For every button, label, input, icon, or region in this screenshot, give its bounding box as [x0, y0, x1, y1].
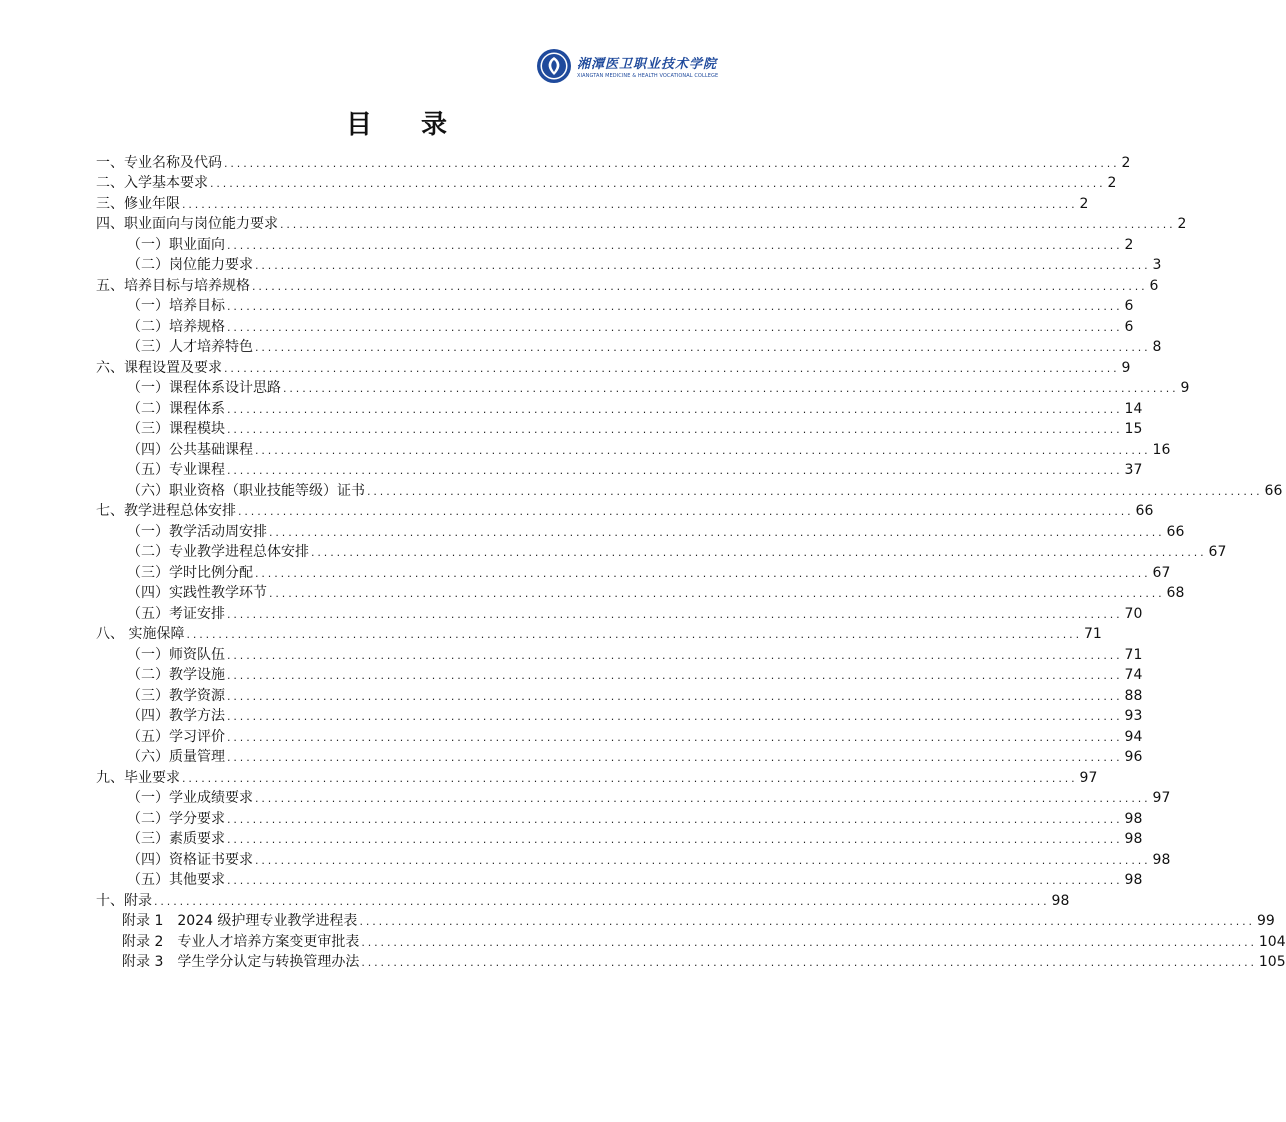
- toc-entry-page: 96: [1124, 749, 1143, 765]
- toc-entry-label: （六）职业资格（职业技能等级）证书: [127, 482, 365, 499]
- toc-entry[interactable]: [96, 151, 1131, 172]
- toc-entry[interactable]: [96, 602, 1143, 623]
- toc-entry-page: 67: [1208, 544, 1227, 560]
- toc-entry-page: 98: [1124, 872, 1143, 888]
- toc-entry[interactable]: [96, 684, 1143, 705]
- toc-entry[interactable]: [96, 541, 1227, 562]
- toc-entry-label: （二）课程体系: [127, 400, 225, 417]
- toc-dot-leader: ............................................................................................................................................: [255, 853, 1151, 867]
- toc-entry-page: 71: [1124, 646, 1143, 663]
- toc-dot-leader: ............................................................................................................................................: [269, 587, 1165, 600]
- toc-entry-page: 70: [1124, 605, 1143, 622]
- logo-chinese-name: 湘潭医卫职业技术学院: [577, 57, 718, 72]
- toc-entry-page: 71: [1083, 626, 1102, 642]
- toc-entry-page: 8: [1152, 339, 1162, 355]
- toc-entry-label: （二）岗位能力要求: [127, 257, 253, 273]
- toc-entry-label: （三）教学资源: [127, 687, 225, 704]
- toc-dot-leader: ............................................................................................................................................: [224, 156, 1120, 170]
- page-title: 目 录: [345, 110, 468, 140]
- table-of-contents: [96, 151, 1286, 971]
- toc-dot-leader: ............................................................................................................................................: [255, 341, 1151, 354]
- toc-entry-label: （二）专业教学进程总体安排: [127, 544, 309, 560]
- toc-entry-label: （三）素质要求: [127, 831, 225, 847]
- toc-entry-label: （一）师资队伍: [127, 646, 225, 663]
- toc-dot-leader: ............................................................................................................................................: [227, 423, 1123, 436]
- toc-dot-leader: ............................................................................................................................................: [238, 505, 1134, 518]
- toc-entry-label: （二）学分要求: [127, 810, 225, 827]
- toc-entry-page: 6: [1124, 298, 1134, 314]
- toc-entry-label: （二）培养规格: [127, 318, 225, 335]
- toc-dot-leader: ............................................................................................................................................: [227, 607, 1123, 621]
- toc-entry[interactable]: [96, 951, 1286, 972]
- toc-entry-page: 9: [1180, 380, 1190, 396]
- toc-dot-leader: ............................................................................................................................................: [227, 464, 1123, 477]
- toc-dot-leader: ............................................................................................................................................: [280, 218, 1176, 231]
- toc-entry-label: 八、 实施保障: [96, 626, 185, 642]
- toc-entry[interactable]: [96, 787, 1171, 808]
- toc-entry[interactable]: [96, 172, 1117, 193]
- toc-entry[interactable]: [96, 377, 1190, 398]
- toc-entry[interactable]: [96, 233, 1134, 254]
- toc-dot-leader: ............................................................................................................................................: [227, 300, 1123, 313]
- toc-entry-page: 74: [1124, 667, 1143, 683]
- toc-entry[interactable]: [96, 930, 1286, 951]
- toc-entry[interactable]: [96, 869, 1143, 890]
- toc-entry-page: 88: [1124, 687, 1143, 704]
- toc-entry-label: （三）人才培养特色: [127, 339, 253, 355]
- toc-entry-page: 104: [1258, 933, 1286, 950]
- toc-entry-label: （一）教学活动周安排: [127, 523, 267, 540]
- toc-entry-page: 94: [1124, 728, 1143, 745]
- toc-dot-leader: ............................................................................................................................................: [210, 177, 1106, 190]
- toc-dot-leader: ............................................................................................................................................: [255, 443, 1151, 457]
- toc-dot-leader: ............................................................................................................................................: [227, 874, 1123, 887]
- toc-dot-leader: ............................................................................................................................................: [227, 238, 1123, 252]
- toc-entry-label: （三）学时比例分配: [127, 564, 253, 581]
- toc-entry-page: 16: [1152, 441, 1171, 458]
- toc-entry[interactable]: [96, 766, 1098, 787]
- toc-entry-label: （三）课程模块: [127, 421, 225, 437]
- toc-entry-label: （五）学习评价: [127, 728, 225, 745]
- toc-entry-label: 六、课程设置及要求: [96, 359, 222, 376]
- toc-entry-label: 附录 3 学生学分认定与转换管理办法: [122, 954, 360, 970]
- toc-entry[interactable]: [96, 889, 1070, 910]
- toc-dot-leader: ............................................................................................................................................: [269, 525, 1165, 539]
- toc-entry-page: 98: [1124, 810, 1143, 827]
- toc-entry-label: （五）其他要求: [127, 872, 225, 888]
- toc-entry-page: 68: [1166, 585, 1185, 601]
- toc-entry-label: （一）学业成绩要求: [127, 790, 253, 806]
- toc-entry-page: 2: [1124, 236, 1134, 253]
- toc-entry[interactable]: [96, 746, 1143, 767]
- toc-entry[interactable]: [96, 500, 1154, 521]
- toc-entry[interactable]: [96, 336, 1162, 357]
- toc-dot-leader: ............................................................................................................................................: [361, 935, 1257, 949]
- toc-entry-label: （五）专业课程: [127, 462, 225, 478]
- toc-dot-leader: ............................................................................................................................................: [227, 648, 1123, 662]
- toc-entry[interactable]: [96, 254, 1162, 275]
- toc-entry[interactable]: [96, 828, 1143, 849]
- toc-dot-leader: ............................................................................................................................................: [182, 771, 1078, 785]
- toc-dot-leader: ............................................................................................................................................: [227, 669, 1123, 682]
- toc-dot-leader: ............................................................................................................................................: [186, 628, 1082, 641]
- toc-entry-page: 37: [1124, 462, 1143, 478]
- toc-entry-page: 9: [1121, 359, 1131, 376]
- toc-dot-leader: ............................................................................................................................................: [255, 566, 1151, 580]
- toc-dot-leader: ............................................................................................................................................: [224, 361, 1120, 375]
- toc-entry[interactable]: [96, 520, 1185, 541]
- toc-entry-page: 66: [1264, 482, 1283, 499]
- toc-entry-label: （一）职业面向: [127, 236, 225, 253]
- toc-dot-leader: ............................................................................................................................................: [367, 484, 1263, 498]
- toc-entry[interactable]: [96, 356, 1131, 377]
- toc-entry-page: 2: [1177, 216, 1187, 232]
- toc-entry-label: 附录 2 专业人才培养方案变更审批表: [122, 933, 360, 950]
- toc-entry[interactable]: [96, 807, 1143, 828]
- toc-entry[interactable]: [96, 418, 1143, 439]
- toc-dot-leader: ............................................................................................................................................: [227, 730, 1123, 744]
- toc-entry-page: 14: [1124, 400, 1143, 417]
- toc-entry-label: 十、附录: [96, 892, 152, 909]
- toc-entry-page: 93: [1124, 708, 1143, 724]
- toc-entry[interactable]: [96, 664, 1143, 685]
- toc-entry[interactable]: [96, 705, 1143, 726]
- toc-dot-leader: ............................................................................................................................................: [361, 956, 1257, 969]
- toc-entry[interactable]: [96, 295, 1134, 316]
- toc-entry-label: （五）考证安排: [127, 605, 225, 622]
- toc-entry-label: （四）实践性教学环节: [127, 585, 267, 601]
- toc-entry[interactable]: [96, 582, 1185, 603]
- toc-entry[interactable]: [96, 315, 1134, 336]
- toc-dot-leader: ............................................................................................................................................: [227, 320, 1123, 334]
- toc-entry-label: （二）教学设施: [127, 667, 225, 683]
- toc-entry-label: （四）公共基础课程: [127, 441, 253, 458]
- toc-entry[interactable]: [96, 910, 1275, 931]
- toc-entry-label: （一）课程体系设计思路: [127, 380, 281, 396]
- toc-entry[interactable]: [96, 479, 1283, 500]
- toc-entry-label: （四）教学方法: [127, 708, 225, 724]
- toc-entry-page: 2: [1079, 195, 1089, 212]
- toc-entry[interactable]: [96, 561, 1171, 582]
- toc-dot-leader: ............................................................................................................................................: [154, 894, 1050, 908]
- college-logo: [536, 46, 736, 86]
- toc-entry-page: 66: [1135, 503, 1154, 519]
- toc-dot-leader: ............................................................................................................................................: [227, 710, 1123, 723]
- toc-entry-label: 七、教学进程总体安排: [96, 503, 236, 519]
- toc-entry-label: 四、职业面向与岗位能力要求: [96, 216, 278, 232]
- toc-dot-leader: ............................................................................................................................................: [182, 197, 1078, 211]
- toc-entry-page: 97: [1152, 790, 1171, 806]
- toc-entry-label: 附录 1 2024 级护理专业教学进程表: [122, 913, 358, 929]
- college-emblem-icon: [536, 48, 572, 84]
- toc-entry-page: 98: [1152, 851, 1171, 868]
- toc-entry[interactable]: [96, 438, 1171, 459]
- toc-entry-page: 15: [1124, 421, 1143, 437]
- toc-entry[interactable]: [96, 623, 1102, 644]
- toc-entry-page: 105: [1258, 954, 1286, 970]
- toc-dot-leader: ............................................................................................................................................: [255, 259, 1151, 272]
- toc-entry-label: （六）质量管理: [127, 749, 225, 765]
- toc-entry-label: 三、修业年限: [96, 195, 180, 212]
- toc-entry-page: 66: [1166, 523, 1185, 540]
- toc-entry-page: 6: [1124, 318, 1134, 335]
- toc-entry[interactable]: [96, 459, 1143, 480]
- toc-entry[interactable]: [96, 397, 1143, 418]
- toc-entry-label: 二、入学基本要求: [96, 175, 208, 191]
- logo-english-name: XIANGTAN MEDICINE & HEALTH VOCATIONAL COLLEGE: [577, 73, 719, 79]
- toc-dot-leader: ............................................................................................................................................: [283, 382, 1179, 395]
- toc-dot-leader: ............................................................................................................................................: [227, 689, 1123, 703]
- toc-entry-page: 99: [1256, 913, 1275, 929]
- toc-entry-page: 2: [1107, 175, 1117, 191]
- toc-entry-page: 97: [1079, 769, 1098, 786]
- toc-entry[interactable]: [96, 274, 1159, 295]
- toc-dot-leader: ............................................................................................................................................: [252, 279, 1148, 293]
- toc-dot-leader: ............................................................................................................................................: [255, 792, 1151, 805]
- toc-dot-leader: ............................................................................................................................................: [227, 402, 1123, 416]
- toc-entry-label: （一）培养目标: [127, 298, 225, 314]
- toc-entry-label: （四）资格证书要求: [127, 851, 253, 868]
- toc-entry[interactable]: [96, 725, 1143, 746]
- toc-entry[interactable]: [96, 213, 1187, 234]
- toc-entry-page: 67: [1152, 564, 1171, 581]
- toc-dot-leader: ............................................................................................................................................: [359, 915, 1255, 928]
- toc-dot-leader: ............................................................................................................................................: [311, 546, 1207, 559]
- toc-entry-page: 3: [1152, 257, 1162, 273]
- toc-entry-label: 一、专业名称及代码: [96, 154, 222, 171]
- toc-entry-page: 98: [1124, 831, 1143, 847]
- toc-entry[interactable]: [96, 848, 1171, 869]
- toc-entry-page: 98: [1051, 892, 1070, 909]
- toc-dot-leader: ............................................................................................................................................: [227, 751, 1123, 764]
- toc-entry-page: 6: [1149, 277, 1159, 294]
- toc-dot-leader: ............................................................................................................................................: [227, 833, 1123, 846]
- toc-entry[interactable]: [96, 192, 1089, 213]
- toc-entry[interactable]: [96, 643, 1143, 664]
- toc-entry-label: 五、培养目标与培养规格: [96, 277, 250, 294]
- toc-entry-page: 2: [1121, 154, 1131, 171]
- toc-dot-leader: ............................................................................................................................................: [227, 812, 1123, 826]
- toc-entry-label: 九、毕业要求: [96, 769, 180, 786]
